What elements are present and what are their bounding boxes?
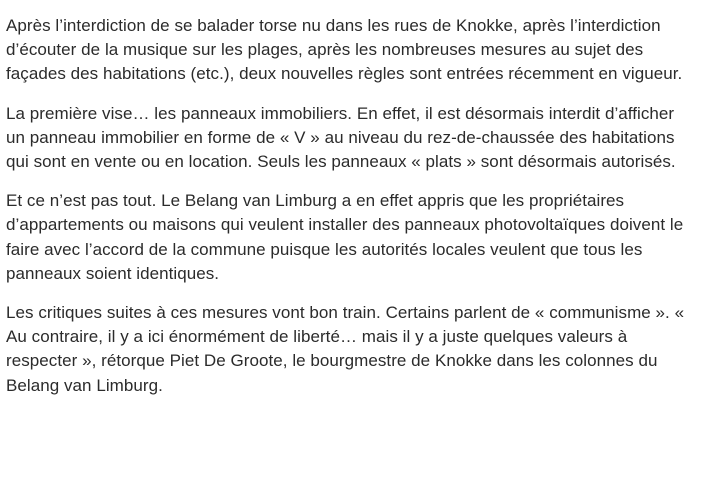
article-paragraph: La première vise… les panneaux immobiliers. En effet, il est désormais interdit d’afficher un panneau immobilier en forme de « V » au niveau du rez-de-chaussée des habitations qui sont en vente ou en location. Seuls les panneaux « plats » sont désormais autorisés. xyxy=(6,103,676,172)
article-paragraph: Après l’interdiction de se balader torse nu dans les rues de Knokke, après l’interdiction d’écouter de la musique sur les plages, après les nombreuses mesures au sujet des façades des habitations (etc.), deux nouvelles règles sont entrées récemment en vigueur. xyxy=(6,16,683,84)
article-paragraph: Les critiques suites à ces mesures vont bon train. Certains parlent de « communisme ». « Au contraire, il y a ici énormément de liberté… mais il y a juste quelques valeurs à respecter », rétorque Piet De Groote, le bourgmestre de Knokke dans les colonnes du Belang van Limburg. xyxy=(6,303,685,395)
article-paragraph: Et ce n’est pas tout. Le Belang van Limburg a en effet appris que les propriétaires d’appartements ou maisons qui veulent installer des panneaux photovoltaïques doivent le faire avec l’accord de la commune puisque les autorités locales veulent que tous les panneaux soient identiques. xyxy=(6,191,684,283)
article-body xyxy=(6,14,696,398)
